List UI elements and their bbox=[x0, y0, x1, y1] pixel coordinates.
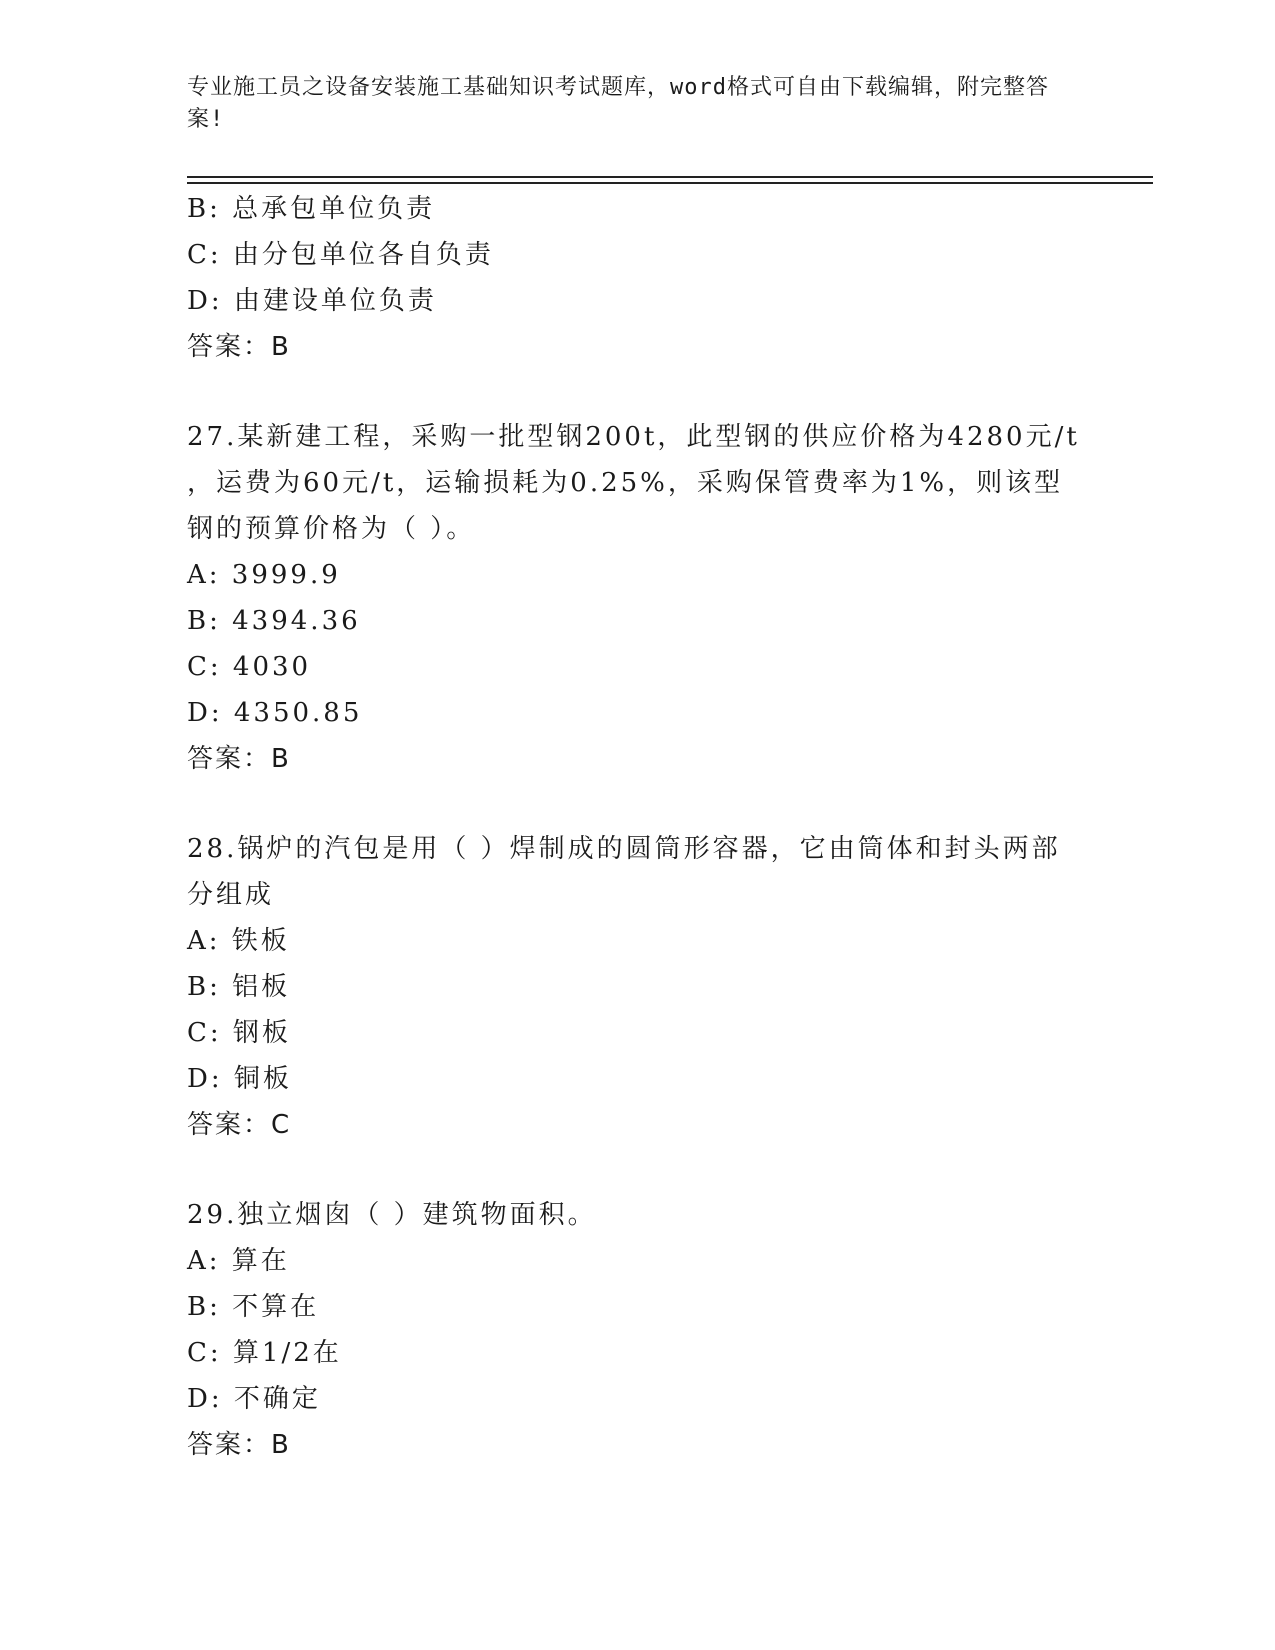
option-c: C: 钢板 bbox=[187, 1018, 291, 1048]
option-a: A: 3999.9 bbox=[187, 560, 341, 590]
question-block-29 bbox=[187, 1192, 1087, 1468]
spacer bbox=[187, 782, 1087, 826]
question-block-partial bbox=[187, 186, 1087, 370]
answer-line: 答案：B bbox=[187, 744, 291, 774]
option-c: C: 由分包单位各自负责 bbox=[187, 240, 494, 270]
question-list bbox=[187, 186, 1087, 1468]
option-b: B: 4394.36 bbox=[187, 606, 361, 636]
header-title: 专业施工员之设备安装施工基础知识考试题库，word格式可自由下载编辑，附完整答案! bbox=[187, 75, 1049, 132]
option-d: D: 不确定 bbox=[187, 1384, 321, 1414]
document-header bbox=[187, 72, 1067, 136]
option-c: C: 算1/2在 bbox=[187, 1338, 342, 1368]
spacer bbox=[187, 370, 1087, 414]
question-text-line: 钢的预算价格为（ ）。 bbox=[187, 514, 476, 544]
question-text-line: 28.锅炉的汽包是用（ ）焊制成的圆筒形容器，它由筒体和封头两部 bbox=[187, 834, 1061, 864]
option-b: B: 不算在 bbox=[187, 1292, 320, 1322]
header-rule-top bbox=[187, 176, 1153, 178]
question-text-line: 分组成 bbox=[187, 880, 275, 910]
option-b: B: 铝板 bbox=[187, 972, 291, 1002]
answer-line: 答案：B bbox=[187, 1430, 291, 1460]
option-a: A: 算在 bbox=[187, 1246, 290, 1276]
option-a: A: 铁板 bbox=[187, 926, 290, 956]
header-rule-bottom bbox=[187, 182, 1153, 184]
question-block-28 bbox=[187, 826, 1087, 1148]
spacer bbox=[187, 1148, 1087, 1192]
option-d: D: 铜板 bbox=[187, 1064, 292, 1094]
question-text-line: ，运费为60元/t，运输损耗为0.25%，采购保管费率为1%，则该型 bbox=[187, 468, 1064, 498]
option-d: D: 4350.85 bbox=[187, 698, 363, 728]
option-d: D: 由建设单位负责 bbox=[187, 286, 437, 316]
answer-line: 答案：C bbox=[187, 1110, 292, 1140]
question-block-27 bbox=[187, 414, 1087, 782]
option-c: C: 4030 bbox=[187, 652, 312, 682]
option-b: B: 总承包单位负责 bbox=[187, 194, 436, 224]
answer-line: 答案：B bbox=[187, 332, 291, 362]
question-text-line: 27.某新建工程，采购一批型钢200t，此型钢的供应价格为4280元/t bbox=[187, 422, 1080, 452]
question-text-line: 29.独立烟囱（ ）建筑物面积。 bbox=[187, 1200, 597, 1230]
